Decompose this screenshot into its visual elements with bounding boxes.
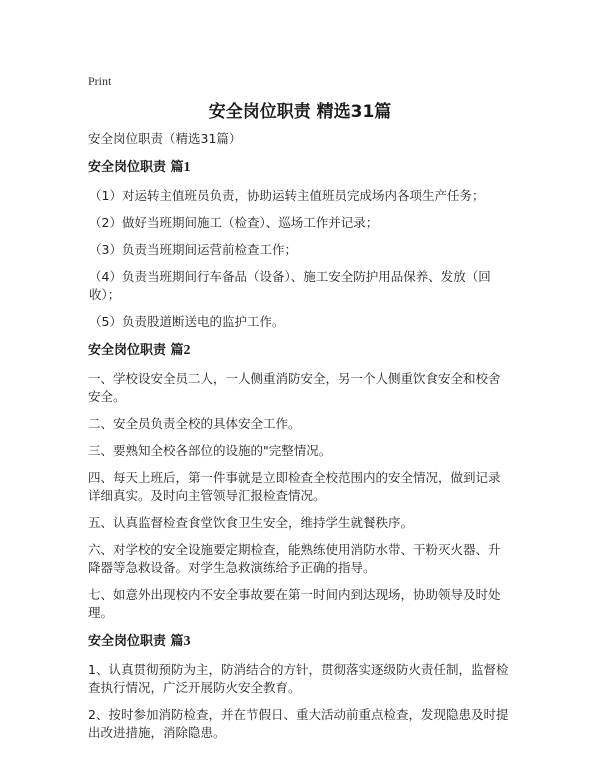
- section-heading-number: 3: [183, 634, 191, 649]
- paragraph: 四、每天上班后，第一件事就是立即检查全校范围内的安全情况，做到记录详细真实。及时向主管领导汇报检查情况。: [88, 470, 501, 503]
- paragraph: 二、安全员负责全校的具体安全工作。: [88, 416, 301, 431]
- paragraph: （1）对运转主值班员负责，协助运转主值班员完成场内各项生产任务；: [89, 188, 485, 203]
- section-heading-text: 安全岗位职责 篇: [88, 343, 184, 358]
- paragraph: 2、按时参加消防检查，并在节假日、重大活动前重点检查，发现隐患及时提出改进措施，消除隐患。: [88, 707, 509, 740]
- paragraph: 五、认真监督检查食堂饮食卫生安全，维持学生就餐秩序。: [88, 515, 414, 530]
- section-heading-number: 1: [183, 160, 191, 175]
- print-label[interactable]: Print: [88, 74, 112, 88]
- section-1: [88, 158, 512, 331]
- section-2: [88, 341, 512, 622]
- document-subtitle: 安全岗位职责（精选31篇）: [88, 131, 242, 146]
- section-heading: [88, 632, 512, 652]
- paragraph: 六、对学校的安全设施要定期检查，能熟练使用消防水带、干粉灭火器、升降器等急救设备。对学生急救演练给予正确的指导。: [88, 542, 501, 575]
- paragraph: （3）负责当班期间运营前检查工作；: [89, 242, 297, 257]
- section-heading-number: 2: [183, 343, 191, 358]
- paragraph: 三、要熟知全校各部位的设施的"完整情况。: [88, 443, 332, 458]
- section-heading-text: 安全岗位职责 篇: [88, 634, 184, 649]
- paragraph: （2）做好当班期间施工（检查）、巡场工作并记录；: [89, 215, 379, 230]
- document-title: 安全岗位职责 精选31篇: [208, 102, 392, 122]
- paragraph: （4）负责当班期间行车备品（设备）、施工安全防护用品保养、发放（回收）；: [89, 269, 491, 302]
- section-heading-text: 安全岗位职责 篇: [88, 160, 184, 175]
- paragraph: 一、学校设安全员二人，一人侧重消防安全，另一个人侧重饮食安全和校舍安全。: [88, 371, 501, 404]
- paragraph: 1、认真贯彻预防为主，防消结合的方针，贯彻落实逐级防火责任制，监督检查执行情况，广泛开展防火安全教育。: [88, 662, 509, 695]
- section-heading: [88, 158, 512, 178]
- paragraph: 七、如意外出现校内不安全事故要在第一时间内到达现场，协助领导及时处理。: [88, 587, 501, 620]
- section-3: [88, 632, 512, 742]
- paragraph: （5）负责股道断送电的监护工作。: [89, 314, 285, 329]
- section-heading: [88, 341, 512, 361]
